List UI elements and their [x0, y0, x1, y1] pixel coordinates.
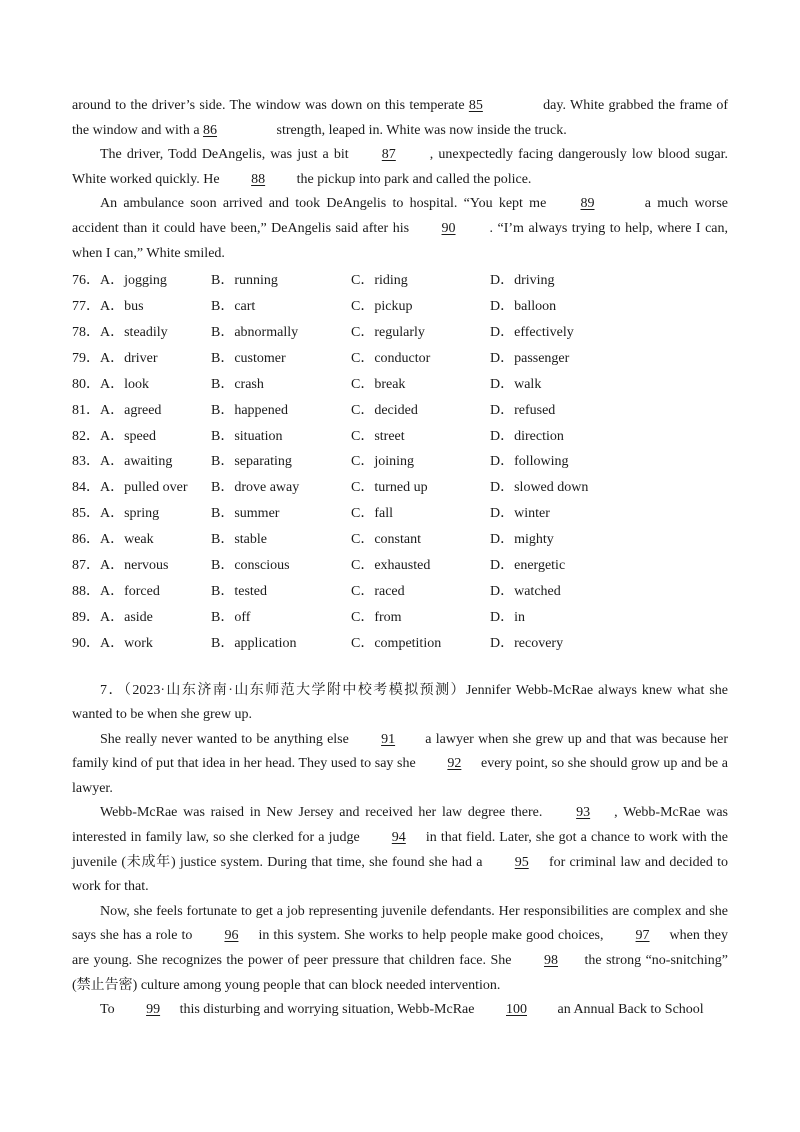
option-c: C．street — [351, 428, 405, 444]
text-run: Now, she feels fortunate to get a job representing juvenile defendants. Her responsibilities are complex and she says she has a role to — [72, 903, 728, 944]
text-run: a lawyer when she grew up and that was because her family kind of put that idea in her head. They used to say she — [72, 731, 729, 772]
blank-86: 86 — [203, 122, 218, 138]
option-row — [72, 475, 728, 501]
option-row — [72, 320, 728, 346]
option-b: B．crash — [211, 376, 264, 392]
blank-99: 99 — [146, 1002, 161, 1018]
option-c: C．riding — [351, 273, 408, 289]
option-c: C．pickup — [351, 299, 413, 315]
option-b: B．separating — [211, 454, 292, 470]
option-c: C．competition — [351, 635, 442, 651]
text-run: this disturbing and worrying situation, Webb-McRae — [176, 1002, 478, 1018]
option-row — [72, 501, 728, 527]
text-run: the pickup into park and called the police. — [293, 171, 532, 187]
option-b: B．tested — [211, 583, 267, 599]
option-d: D．mighty — [490, 532, 554, 548]
blank-93: 93 — [576, 805, 591, 821]
option-b: B．situation — [211, 428, 283, 444]
option-b: B．drove away — [211, 480, 300, 496]
document-page — [72, 94, 728, 1023]
option-c: C．joining — [351, 454, 415, 470]
passage2-paragraph-4 — [72, 998, 728, 1023]
option-c: C．conductor — [351, 350, 431, 366]
option-d: D．watched — [490, 583, 561, 599]
option-d: D．in — [490, 609, 525, 625]
option-row — [72, 398, 728, 424]
option-c: C．constant — [351, 532, 421, 548]
blank-91: 91 — [381, 731, 396, 747]
blank-90: 90 — [441, 220, 456, 236]
option-a: 86．A．weak — [72, 532, 154, 548]
text-run: , unexpectedly facing dangerously low blood sugar. White worked quickly. He — [72, 147, 729, 187]
passage2 — [72, 679, 728, 1023]
text-run: The driver, Todd DeAngelis, was just a bit — [100, 147, 354, 163]
option-c: C．fall — [351, 506, 393, 522]
text-run: in that field. Later, she got a chance to work with the juvenile (未成年) justice system. During that time, she found she had a — [72, 830, 728, 870]
text-run: every point, so she should grow up and be a lawyer. — [72, 756, 728, 796]
option-d: D．effectively — [490, 324, 574, 340]
option-d: D．following — [490, 454, 569, 470]
text-run: a much worse accident than it could have been,” DeAngelis said after his — [72, 196, 728, 236]
text-run: She really never wanted to be anything else — [100, 731, 354, 747]
option-d: D．passenger — [490, 350, 570, 366]
option-row — [72, 294, 728, 320]
text-run: in this system. She works to help people make good choices, — [254, 928, 608, 944]
option-b: B．stable — [211, 532, 267, 548]
option-row — [72, 631, 728, 657]
option-c: C．regularly — [351, 324, 425, 340]
option-b: B．happened — [211, 402, 288, 418]
option-d: D．recovery — [490, 635, 564, 651]
blank-94: 94 — [391, 830, 406, 846]
text-run: day. White grabbed the frame of the window and with a — [72, 98, 728, 138]
option-d: D．direction — [490, 428, 564, 444]
option-a: 90．A．work — [72, 635, 153, 651]
passage1-paragraph-2 — [72, 143, 728, 192]
blank-95: 95 — [514, 854, 529, 870]
blank-100: 100 — [506, 1002, 527, 1018]
option-b: B．running — [211, 273, 278, 289]
option-d: D．walk — [490, 376, 542, 392]
passage1-paragraph-3 — [72, 192, 728, 266]
option-c: C．exhausted — [351, 557, 431, 573]
option-c: C．break — [351, 376, 406, 392]
option-a: 82．A．speed — [72, 428, 156, 444]
text-run: for criminal law and decided to work for that. — [72, 854, 729, 895]
option-a: 78．A．steadily — [72, 324, 168, 340]
option-row — [72, 579, 728, 605]
option-a: 84．A．pulled over — [72, 480, 188, 496]
text-run: around to the driver’s side. The window was down on this temperate — [72, 98, 469, 113]
option-b: B．customer — [211, 350, 286, 366]
option-a: 85．A．spring — [72, 506, 160, 522]
option-a: 87．A．nervous — [72, 557, 169, 573]
option-a: 89．A．aside — [72, 609, 153, 625]
options-list — [72, 268, 728, 656]
passage1-paragraph-1 — [72, 94, 728, 143]
option-a: 80．A．look — [72, 376, 149, 392]
passage2-paragraph-3 — [72, 900, 728, 998]
option-a: 83．A．awaiting — [72, 454, 173, 470]
option-a: 88．A．forced — [72, 583, 160, 599]
passage2-paragraph-2 — [72, 801, 728, 899]
text-run: 7．（2023·山东济南·山东师范大学附中校考模拟预测）Jennifer Webb-McRae always knew what she wanted to be when she grew up. — [72, 682, 728, 723]
option-b: B．conscious — [211, 557, 290, 573]
text-run: Webb-McRae was raised in New Jersey and received her law degree there. — [100, 805, 549, 821]
blank-98: 98 — [544, 953, 558, 969]
option-d: D．energetic — [490, 557, 566, 573]
option-b: B．summer — [211, 506, 280, 522]
option-row — [72, 553, 728, 579]
option-c: C．decided — [351, 402, 418, 418]
option-d: D．refused — [490, 402, 556, 418]
text-run: strength, leaped in. White was now inside the truck. — [273, 122, 567, 138]
text-run: the strong “no-snitching” (禁止告密) culture among young people that can block needed intervention. — [72, 953, 728, 993]
option-a: 76．A．jogging — [72, 273, 167, 289]
option-row — [72, 449, 728, 475]
question-7-intro — [72, 679, 728, 728]
blank-96: 96 — [224, 928, 239, 944]
text-run: To — [100, 1002, 119, 1018]
passage2-paragraph-1 — [72, 728, 728, 802]
option-a: 79．A．driver — [72, 350, 158, 366]
option-a: 77．A．bus — [72, 299, 144, 315]
option-c: C．from — [351, 609, 402, 625]
text-run: . “I’m always trying to help, where I can, when I can,” White smiled. — [72, 220, 728, 261]
blank-87: 87 — [381, 147, 396, 163]
option-row — [72, 346, 728, 372]
option-d: D．winter — [490, 506, 550, 522]
option-b: B．cart — [211, 299, 256, 315]
blank-97: 97 — [635, 928, 650, 944]
option-row — [72, 424, 728, 450]
text-run: when they are young. She recognizes the power of peer pressure that children face. She — [72, 928, 728, 969]
option-c: C．turned up — [351, 480, 428, 496]
option-b: B．off — [211, 609, 251, 625]
option-b: B．abnormally — [211, 324, 299, 340]
option-d: D．driving — [490, 273, 555, 289]
option-row — [72, 372, 728, 398]
option-b: B．application — [211, 635, 297, 651]
blank-89: 89 — [580, 196, 595, 212]
blank-88: 88 — [251, 171, 266, 187]
option-d: D．slowed down — [490, 480, 589, 496]
option-c: C．raced — [351, 583, 405, 599]
text-run: An ambulance soon arrived and took DeAngelis to hospital. “You kept me — [100, 196, 553, 212]
text-run: an Annual Back to School — [554, 1002, 704, 1018]
option-row — [72, 605, 728, 631]
blank-85: 85 — [468, 98, 483, 113]
option-row — [72, 268, 728, 294]
option-a: 81．A．agreed — [72, 402, 162, 418]
text-run: , Webb-McRae was interested in family law, so she clerked for a judge — [72, 805, 728, 846]
option-row — [72, 527, 728, 553]
option-d: D．balloon — [490, 299, 557, 315]
blank-92: 92 — [447, 756, 462, 772]
